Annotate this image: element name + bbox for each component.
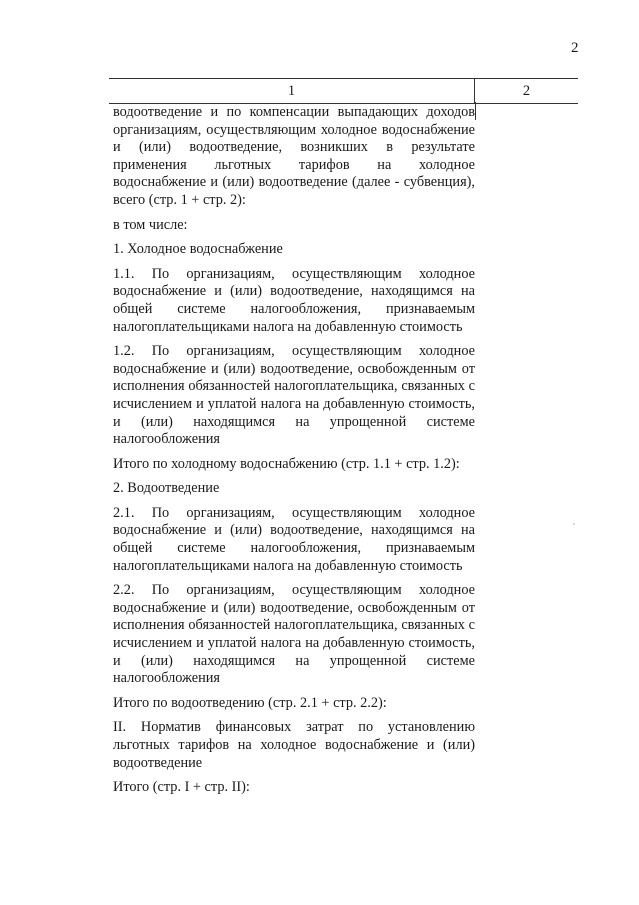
total-grand: Итого (стр. I + стр. II): [113, 779, 250, 796]
paragraph-section-ii: II. Норматив финансовых затрат по установлению льготных тарифов на холодное водоснабжение и (или) водоотведение [113, 719, 475, 771]
table-header [109, 78, 578, 104]
heading-water-disposal: 2. Водоотведение [113, 480, 220, 497]
page-number: 2 [571, 40, 579, 56]
scan-speck [573, 523, 575, 525]
table-header-col-1: 1 [109, 79, 475, 103]
total-water-disposal: Итого по водоотведению (стр. 2.1 + стр. 2.2): [113, 694, 387, 711]
paragraph-2-1: 2.1. По организациям, осуществляющим холодное водоснабжение и (или) водоотведение, находящимся на общей системе налогообложения, признаваемым налогоплательщиками налога на добавленную стоимость [113, 504, 475, 574]
paragraph-1-2: 1.2. По организациям, осуществляющим холодное водоснабжение и (или) водоотведение, освобожденным от исполнения обязанностей налогоплательщика, связанных с исчислением и уплатой налога на добавленную стоимость, и (или) находящимся на упрощенной системе налогообложения [113, 343, 475, 448]
paragraph-2-2: 2.2. По организациям, осуществляющим холодное водоснабжение и (или) водоотведение, освобожденным от исполнения обязанностей налогоплательщика, связанных с исчислением и уплатой налога на добавленную стоимость, и (или) находящимся на упрощенной системе налогообложения [113, 582, 475, 687]
column-divider [475, 102, 476, 120]
paragraph-subvention-total: водоотведение и по компенсации выпадающих доходов организациям, осуществляющим холодное водоснабжение и (или) водоотведение, возникших в результате применения льготных тарифов на холодное водоснабжение и (или) водоотведение (далее - субвенция), всего (стр. 1 + стр. 2): [113, 104, 475, 208]
document-body [113, 104, 475, 804]
heading-cold-water-supply: 1. Холодное водоснабжение [113, 241, 283, 258]
paragraph-including: в том числе: [113, 216, 188, 233]
table-header-col-2: 2 [522, 83, 531, 99]
total-cold-water-supply: Итого по холодному водоснабжению (стр. 1.1 + стр. 1.2): [113, 455, 460, 472]
paragraph-1-1: 1.1. По организациям, осуществляющим холодное водоснабжение и (или) водоотведение, находящимся на общей системе налогообложения, признаваемым налогоплательщиками налога на добавленную стоимость [113, 265, 475, 335]
